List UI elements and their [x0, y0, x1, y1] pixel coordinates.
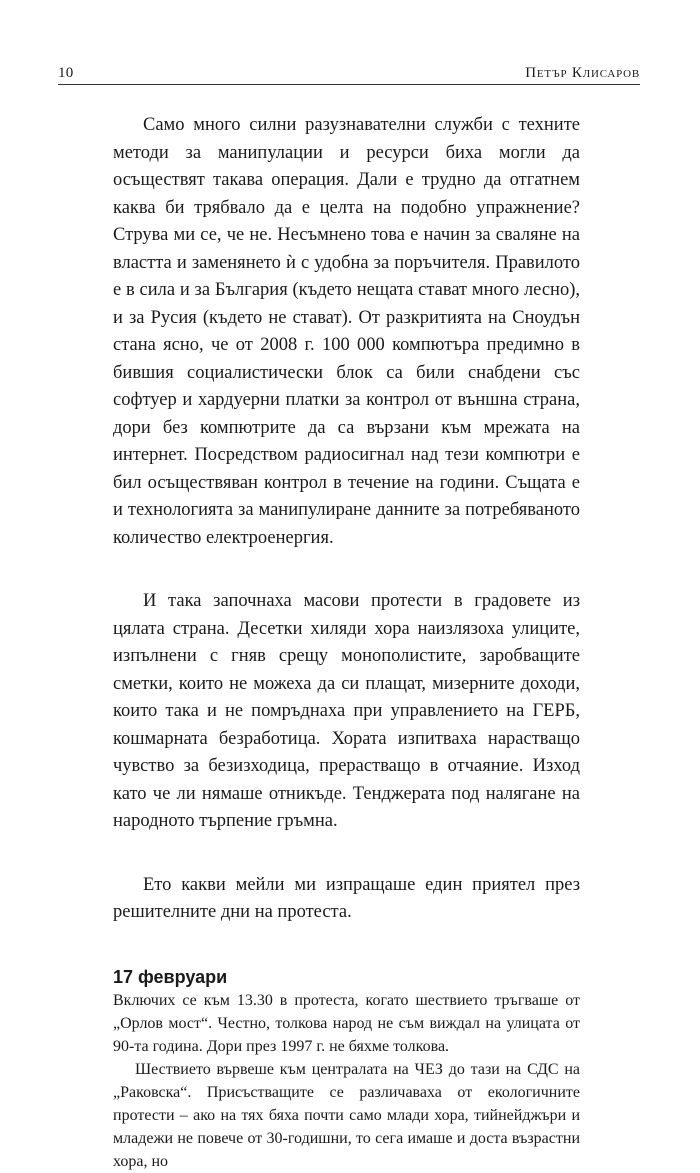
page-body — [113, 112, 580, 1173]
paragraph-gap — [113, 836, 580, 872]
entry-paragraph: Включих се към 13.30 в протеста, когато шествието тръгваше от „Орлов мост“. Честно, толкова народ не съм виждал на улицата от 90-та година. Дори през 1997 г. не бяхме толкова. — [113, 991, 580, 1055]
paragraph-gap — [113, 552, 580, 588]
body-paragraph: Ето какви мейли ми изпращаше един приятел през решителните дни на протеста. — [113, 874, 580, 922]
entry-paragraph: Шествието вървеше към централата на ЧЕЗ до тази на СДС на „Раковска“. Присъстващите се различаваха от екологичните протести – ако на тях бяха почти само млади хора, тийнейджъри и младежи не повече от 30-годишни, то сега имаше и доста възрастни хора, но — [113, 1060, 580, 1170]
header-rule — [58, 84, 640, 85]
page-number: 10 — [58, 65, 74, 81]
entry-date-heading: 17 февруари — [113, 966, 228, 987]
author-name: Петър Клисаров — [525, 65, 640, 81]
body-paragraph: Само много силни разузнавателни служби с техните методи за манипулации и ресурси биха могли да осъществят такава операция. Дали е трудно да отгатнем каква би трябвало да е целта на подобно упражнение? Струва ми се, че не. Несъмнено това е начин за сваляне на властта и заменянето ѝ с удобна за поръчителя. Правилото е в сила и за България (където нещата стават много лесно), и за Русия (където не стават). От разкритията на Сноудън стана ясно, че от 2008 г. 100 000 компютъра предимно в бившия социалистически блок са били снабдени със софтуер и хардуерни платки за контрол от външна страна, дори без компютрите да са вързани към мрежата на интернет. Посредством радиосигнал над тези компютри е бил осъществяван контрол в течение на години. Същата е и технологията за манипулиране данните за потребяваното количество електроенергия. — [113, 115, 580, 548]
paragraph-gap — [113, 927, 580, 965]
body-paragraph: И така започнаха масови протести в градовете из цялата страна. Десетки хиляди хора наизлязоха улиците, изпълнени с гняв срещу монополистите, заробващите сметки, които не можеха да си плащат, мизерните доходи, които така и не помръднаха при управлението на ГЕРБ, кошмарната безработица. Хората изпитваха нарастващо чувство за безизходица, прерастващо в отчаяние. Изход като че ли нямаше отникъде. Тенджерата под налягане на народното търпение гръмна. — [113, 591, 580, 831]
running-header — [58, 58, 640, 82]
